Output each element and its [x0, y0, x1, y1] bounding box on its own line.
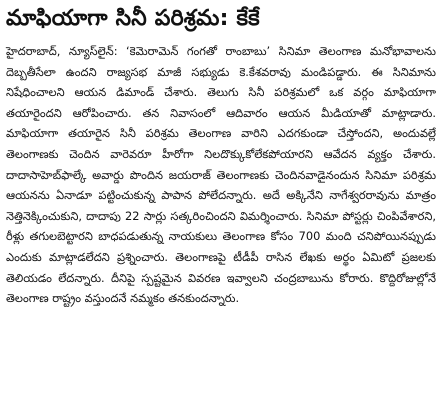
article-dateline: హైదరాబాద్, న్యూస్‌లైన్: — [6, 44, 118, 58]
article-body — [6, 41, 436, 309]
article-headline: మాఫియాగా సినీ పరిశ్రమ: కేకే — [6, 6, 260, 31]
article-body-text: ‘కెమెరామెన్ గంగతో రాంబాబు’ సినిమా తెలంగాణ మనోభావాలను దెబ్బతీసేలా ఉందని రాజ్యసభ మాజీ సభ్యుడు కె.కేశవరావు మండిపడ్డారు. ఈ సినిమాను నిషేధించాలని ఆయన డిమాండ్ చేశారు. తెలుగు సినీ పరిశ్రమలో ఒక వర్గం మాఫియాగా తయారైందని ఆరోపించారు. తన నివాసంలో ఆదివారం ఆయన మీడియాతో మాట్లాడారు. మాఫియాగా తయారైన సినీ పరిశ్రమ తెలంగాణ వారిని ఎదగకుండా చేస్తోందని, అందువల్లే తెలంగాణకు చెందిన వారెవరూ హీరోగా నిలదొక్కుకోలేకపోయారని ఆవేదన వ్యక్తం చేశారు. దాదాసాహెబ్‌ఫాల్కే అవార్డు పొందిన జయరాజ్ తెలంగాణకు చెందినవాడైనందున సినిమా పరిశ్రమ ఆయనను ఏనాడూ పట్టించుకున్న పాపాన పోలేదన్నారు. అదే అక్కినేని నాగేశ్వరరావును మాత్రం నెత్తినెక్కించుకుని, దాదాపు 22 సార్లు సత్కరించిందని విమర్శించారు. సినిమా పోస్టర్లు చింపివేశారని, రీళ్లు తగులబెట్టారని బాధపడుతున్న నాయకులు తెలంగాణ కోసం 700 మంది చనిపోయినప్పుడు ఎందుకు మాట్లాడలేదని ప్రశ్నించారు. తెలంగాణపై టీడీపీ రాసిన లేఖకు అర్థం ఏమిటో ప్రజలకు తెలియడం లేదన్నారు. దీనిపై స్పష్టమైన వివరణ ఇవ్వాలని చంద్రబాబును కోరారు. కొద్దిరోజుల్లోనే తెలంగాణ రాష్ట్రం వస్తుందనే నమ్మకం తనకుందన్నారు. — [6, 44, 436, 306]
